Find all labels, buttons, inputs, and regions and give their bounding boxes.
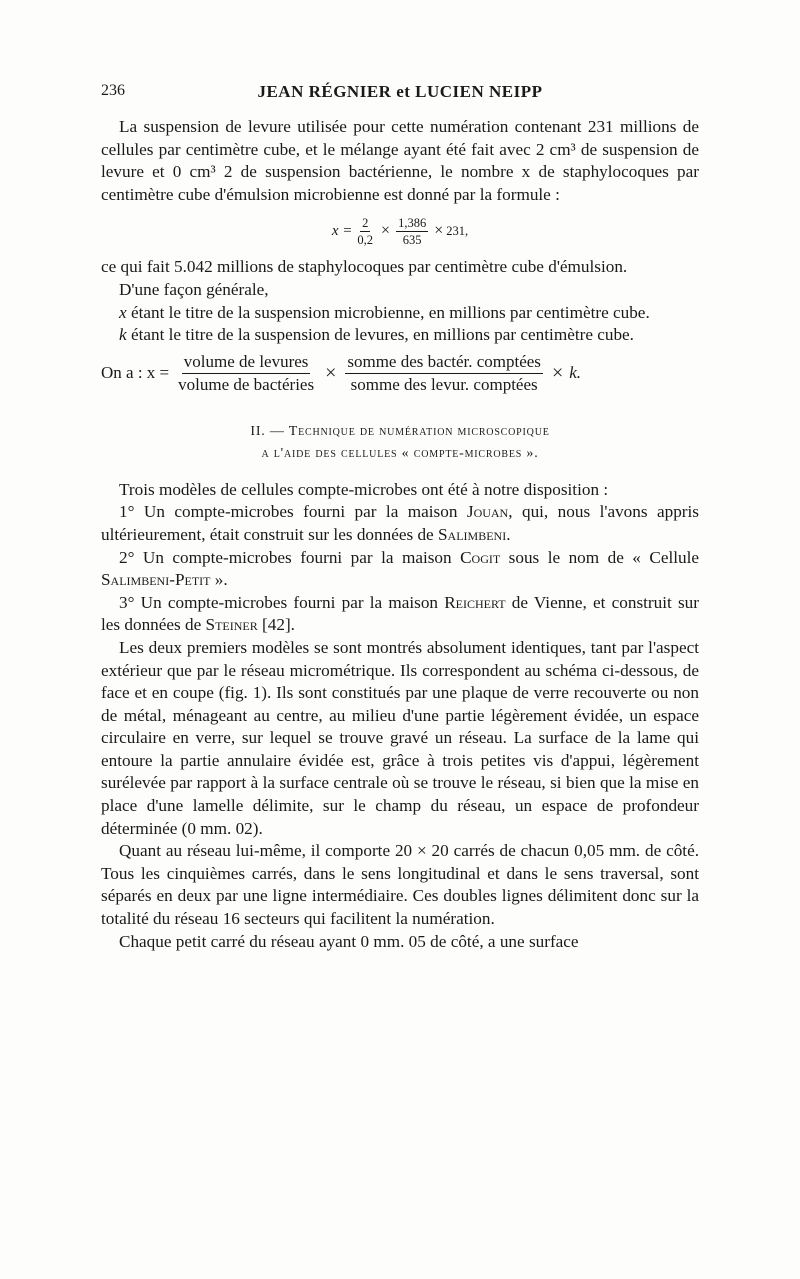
times-sign: ×	[381, 222, 391, 240]
formula-tail: k.	[569, 363, 582, 383]
section-heading	[101, 421, 699, 465]
cell-name: Salimbeni-Petit	[101, 570, 211, 590]
fraction	[396, 216, 428, 247]
formula-tail: 231,	[446, 224, 469, 239]
fraction	[355, 216, 375, 247]
numerator: somme des bactér. comptées	[345, 352, 543, 374]
paragraph-text: .	[506, 524, 511, 544]
paragraph: Les deux premiers modèles se sont montrés absolument identiques, tant par l'aspect extérieur que par le réseau micrométrique. Ils correspondent au schéma ci-dessous, de face et en coupe (fig. 1). Ils sont constitués par une plaque de verre recouverte ou non de métal, ménageant au centre, au milieu d'une partie légèrement évidée, un espace circulaire en verre, sur lequel se trouve gravé un réseau. La surface de la lame qui entoure la partie annulaire évidée est, grâce à trois petites vis d'appui, légèrement surélevée par rapport à la surface centrale où se trouve le réseau, si bien que la mise en place d'une lamelle délimite, sur le champ du réseau, un espace de profondeur déterminée (0 mm. 02).	[101, 637, 699, 838]
author-name: Salimbeni	[437, 524, 507, 544]
variable: x	[119, 302, 127, 322]
author-name: Steiner	[205, 615, 258, 635]
fraction	[176, 352, 316, 395]
page-header	[101, 82, 699, 104]
paragraph-text: sous le nom de « Cellule	[500, 547, 699, 567]
numerator: 1,386	[398, 215, 427, 230]
paragraph-text: [42].	[257, 615, 295, 635]
main-text	[101, 116, 699, 953]
paragraph-text: 1° Un compte-microbes fourni par la maison	[119, 502, 467, 522]
times-sign: ×	[551, 362, 564, 385]
paragraph-text: étant le titre de la suspension de levures, en millions par centimètre cube.	[126, 325, 634, 345]
paragraph-text: 3° Un compte-microbes fourni par la maison	[119, 592, 445, 612]
section-heading-line: II. — Technique de numération microscopique	[250, 423, 550, 439]
manufacturer-name: Jouan	[466, 502, 509, 522]
denominator: 635	[402, 232, 422, 247]
paragraph	[101, 324, 699, 347]
paragraph: Quant au réseau lui-même, il comporte 20 × 20 carrés de chacun 0,05 mm. de côté. Tous les cinquièmes carrés, dans le sens longitudinal et dans le sens traversal, sont séparés en deux par une ligne intermédiaire. Ces doubles lignes délimitent donc sur la totalité du réseau 16 secteurs qui facilitent la numération.	[101, 841, 699, 929]
variable: k	[119, 325, 127, 345]
times-sign: ×	[434, 222, 444, 240]
paragraph-text: de Vienne, et construit sur les données de	[101, 592, 699, 635]
paragraph	[101, 592, 699, 637]
numerator: volume de levures	[182, 352, 311, 374]
fraction	[345, 352, 543, 395]
section-heading-line: a l'aide des cellules « compte-microbes ».	[261, 445, 539, 461]
paragraph-text: 2° Un compte-microbes fourni par la maison	[119, 547, 461, 567]
paragraph: ce qui fait 5.042 millions de staphylocoques par centimètre cube d'émulsion.	[101, 257, 628, 277]
document-page	[101, 82, 699, 953]
paragraph: Trois modèles de cellules compte-microbes ont été à notre disposition :	[119, 479, 609, 499]
times-sign: ×	[325, 362, 337, 385]
page-number: 236	[101, 82, 125, 99]
formula-lhs: On a : x =	[101, 363, 170, 383]
running-title: JEAN RÉGNIER et LUCIEN NEIPP	[257, 82, 543, 101]
paragraph: Chaque petit carré du réseau ayant 0 mm. 05 de côté, a une surface	[119, 931, 579, 951]
paragraph	[101, 547, 699, 592]
paragraph-text: , qui, nous l'avons appris ultérieurement, était construit sur les données de	[101, 502, 699, 544]
paragraph-text: ».	[210, 570, 228, 590]
denominator: somme des levur. comptées	[350, 375, 538, 395]
formula-staphylococci	[101, 208, 699, 254]
denominator: volume de bactéries	[178, 375, 315, 395]
paragraph-text: étant le titre de la suspension microbienne, en millions par centimètre cube.	[126, 302, 650, 322]
paragraph: La suspension de levure utilisée pour cette numération contenant 231 millions de cellules par centimètre cube, et le mélange ayant été fait avec 2 cm³ de suspension de levure et 0 cm³ 2 de suspension bactérienne, le nombre x de staphylocoques par centimètre cube d'émulsion microbienne est donné par la formule :	[101, 117, 699, 204]
formula-lhs: x =	[331, 223, 353, 240]
numerator: 2	[362, 215, 369, 230]
paragraph: D'une façon générale,	[119, 279, 269, 299]
manufacturer-name: Cogit	[460, 547, 501, 567]
paragraph	[101, 302, 699, 325]
paragraph	[101, 501, 699, 546]
denominator: 0,2	[357, 232, 374, 247]
formula-general	[101, 349, 699, 399]
manufacturer-name: Reichert	[444, 592, 506, 612]
